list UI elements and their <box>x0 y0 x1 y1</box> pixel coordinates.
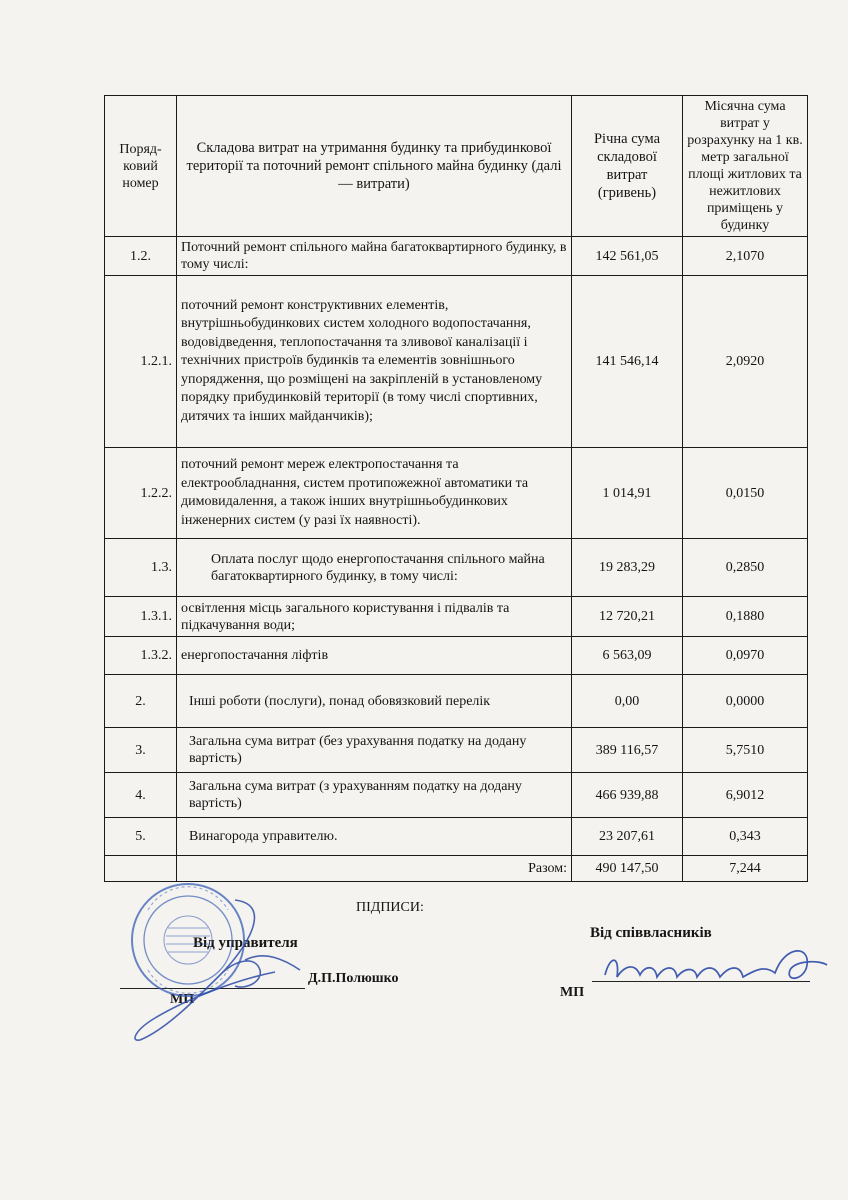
row-number: 1.3. <box>105 539 177 597</box>
row-annual-sum: 12 720,21 <box>572 597 683 637</box>
row-monthly-sum: 2,0920 <box>683 276 808 448</box>
total-blank-cell <box>105 856 177 882</box>
table-row <box>105 675 808 728</box>
row-description: енергопостачання ліфтів <box>177 637 572 675</box>
table-row <box>105 773 808 818</box>
row-number: 1.2.2. <box>105 448 177 539</box>
manager-signature <box>125 890 325 1050</box>
row-annual-sum: 141 546,14 <box>572 276 683 448</box>
row-monthly-sum: 0,1880 <box>683 597 808 637</box>
row-description: Винагорода управителю. <box>177 818 572 856</box>
mp-right: МП <box>560 985 585 1000</box>
row-description: Загальна сума витрат (без урахування податку на додану вартість) <box>177 728 572 773</box>
header-monthly-sum: Місячна сума витрат у розрахунку на 1 кв. метр загальної площі житлових та нежитлових приміщень у будинку <box>683 96 808 237</box>
row-annual-sum: 6 563,09 <box>572 637 683 675</box>
mp-left: МП <box>170 992 195 1007</box>
row-number: 1.2. <box>105 237 177 276</box>
row-number: 4. <box>105 773 177 818</box>
row-number: 2. <box>105 675 177 728</box>
table-row <box>105 237 808 276</box>
row-description: Загальна сума витрат (з урахуванням податку на додану вартість) <box>177 773 572 818</box>
row-annual-sum: 389 116,57 <box>572 728 683 773</box>
header-number: Поряд- ковий номер <box>105 96 177 237</box>
total-row <box>105 856 808 882</box>
row-annual-sum: 23 207,61 <box>572 818 683 856</box>
table-row <box>105 597 808 637</box>
owners-label: Від співвласників <box>590 925 712 941</box>
cost-table <box>104 95 808 882</box>
manager-name: Д.П.Полюшко <box>308 971 399 986</box>
row-number: 3. <box>105 728 177 773</box>
row-monthly-sum: 2,1070 <box>683 237 808 276</box>
row-description: Оплата послуг щодо енергопостачання спільного майна багатоквартирного будинку, в тому числі: <box>177 539 572 597</box>
table-row <box>105 539 808 597</box>
row-monthly-sum: 0,0000 <box>683 675 808 728</box>
table-row <box>105 728 808 773</box>
row-number: 5. <box>105 818 177 856</box>
signatures-heading: ПІДПИСИ: <box>356 900 424 915</box>
row-annual-sum: 1 014,91 <box>572 448 683 539</box>
owners-signature <box>595 935 835 995</box>
row-number: 1.3.2. <box>105 637 177 675</box>
row-monthly-sum: 0,343 <box>683 818 808 856</box>
total-label: Разом: <box>177 856 572 882</box>
row-annual-sum: 0,00 <box>572 675 683 728</box>
row-monthly-sum: 0,0970 <box>683 637 808 675</box>
total-annual-sum: 490 147,50 <box>572 856 683 882</box>
manager-label: Від управителя <box>193 935 298 951</box>
header-description: Складова витрат на утримання будинку та прибудинкової території та поточний ремонт спільного майна будинку (далі — витрати) <box>177 96 572 237</box>
row-annual-sum: 19 283,29 <box>572 539 683 597</box>
total-monthly-sum: 7,244 <box>683 856 808 882</box>
row-description: Поточний ремонт спільного майна багатоквартирного будинку, в тому числі: <box>177 237 572 276</box>
row-monthly-sum: 6,9012 <box>683 773 808 818</box>
row-annual-sum: 466 939,88 <box>572 773 683 818</box>
table-row <box>105 448 808 539</box>
row-description: поточний ремонт конструктивних елементів, внутрішньобудинкових систем холодного водопостачання, водовідведення, теплопостачання та зливової каналізації і технічних пристроїв будинків та елементів зовнішнього упорядження, що розміщені на закріпленій в установленому порядку прибудинковій території (в тому числі спортивних, дитячих та інших майданчиків); <box>177 276 572 448</box>
header-annual-sum: Річна сума складової витрат (гривень) <box>572 96 683 237</box>
row-monthly-sum: 0,0150 <box>683 448 808 539</box>
row-description: поточний ремонт мереж електропостачання та електрообладнання, систем протипожежної автоматики та димовидалення, а також інших внутрішньобудинкових інженерних систем (у разі їх наявності). <box>177 448 572 539</box>
row-number: 1.3.1. <box>105 597 177 637</box>
table-row <box>105 276 808 448</box>
row-description: Інші роботи (послуги), понад обовязковий перелік <box>177 675 572 728</box>
row-number: 1.2.1. <box>105 276 177 448</box>
row-monthly-sum: 5,7510 <box>683 728 808 773</box>
table-row <box>105 637 808 675</box>
table-row <box>105 818 808 856</box>
row-description: освітлення місць загального користування і підвалів та підкачування води; <box>177 597 572 637</box>
row-monthly-sum: 0,2850 <box>683 539 808 597</box>
row-annual-sum: 142 561,05 <box>572 237 683 276</box>
